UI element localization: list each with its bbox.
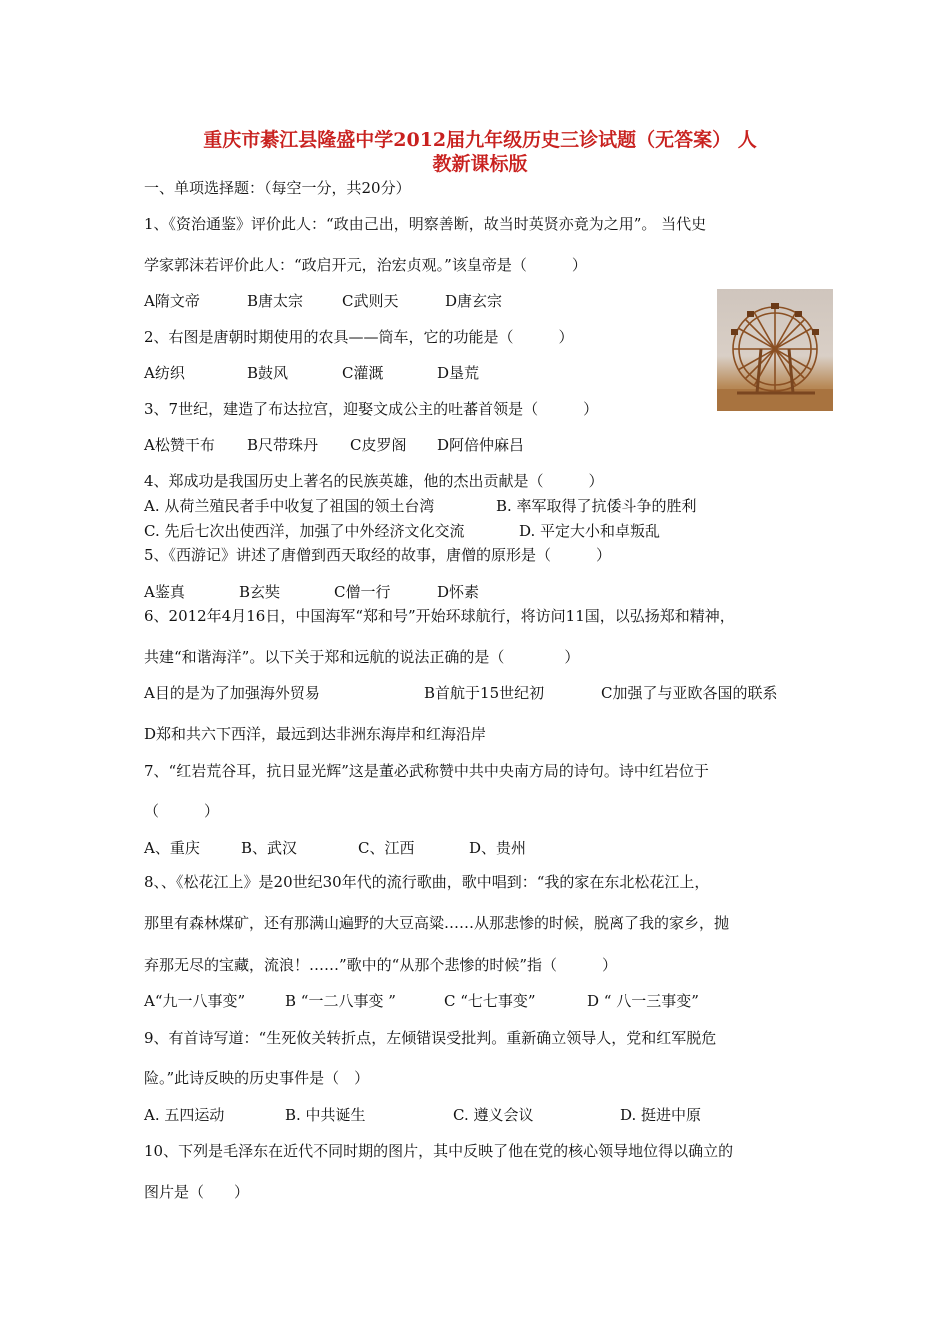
tongche-waterwheel-image: [717, 289, 833, 411]
q7-option-c: C、江西: [358, 839, 415, 857]
q5-option-c: C僧一行: [334, 583, 391, 601]
question-8-line2: 那里有森林煤矿，还有那满山遍野的大豆高粱……从那悲惨的时候，脱离了我的家乡，抛: [144, 914, 730, 932]
q5-option-a: A鉴真: [144, 583, 185, 601]
question-1-line2: 学家郭沫若评价此人：“政启开元，治宏贞观。”该皇帝是（ ）: [144, 256, 587, 274]
q1-option-c: C武则天: [342, 292, 399, 310]
q4-option-b: B. 率军取得了抗倭斗争的胜利: [496, 497, 697, 515]
question-7-line2: （ ）: [144, 802, 220, 820]
waterwheel-illustration: [717, 289, 833, 411]
q6-option-b: B首航于15世纪初: [424, 684, 545, 702]
question-10-line1: 10、下列是毛泽东在近代不同时期的图片，其中反映了他在党的核心领导地位得以确立的: [144, 1142, 734, 1160]
question-8-line3: 弃那无尽的宝藏，流浪！……”歌中的“从那个悲惨的时候”指（ ）: [144, 956, 618, 974]
q3-option-a: A松赞干布: [144, 436, 215, 454]
q6-option-d: D郑和共六下西洋，最远到达非洲东海岸和红海沿岸: [144, 725, 487, 743]
q1-option-d: D唐玄宗: [445, 292, 503, 310]
question-9-line2: 险。”此诗反映的历史事件是（ ）: [144, 1069, 370, 1087]
q9-option-a: A. 五四运动: [144, 1106, 225, 1124]
q8-option-c: C “七七事变”: [444, 992, 536, 1010]
q2-option-c: C灌溉: [342, 364, 384, 382]
q8-option-a: A“九一八事变”: [144, 992, 246, 1010]
q2-option-b: B鼓风: [247, 364, 289, 382]
q4-option-d: D. 平定大小和卓叛乱: [519, 522, 661, 540]
q6-option-a: A目的是为了加强海外贸易: [144, 684, 320, 702]
q6-option-c: C加强了与亚欧各国的联系: [601, 684, 778, 702]
q2-option-a: A纺织: [144, 364, 185, 382]
question-6-line2: 共建“和谐海洋”。以下关于郑和远航的说法正确的是（ ）: [144, 648, 580, 666]
question-8-line1: 8、、《松花江上》是20世纪30年代的流行歌曲，歌中唱到：“我的家在东北松花江上，: [144, 873, 710, 891]
question-7-line1: 7、“红岩荒谷耳，抗日显光辉”这是董必武称赞中共中央南方局的诗句。诗中红岩位于: [144, 762, 709, 780]
question-3-line1: 3、7世纪，建造了布达拉宫，迎娶文成公主的吐蕃首领是（ ）: [144, 400, 599, 418]
q9-option-b: B. 中共诞生: [285, 1106, 366, 1124]
q7-option-b: B、武汉: [241, 839, 298, 857]
q1-option-a: A隋文帝: [144, 292, 200, 310]
q5-option-d: D怀素: [437, 583, 480, 601]
q4-option-a: A. 从荷兰殖民者手中收复了祖国的领土台湾: [144, 497, 435, 515]
question-5-line1: 5、《西游记》讲述了唐僧到西天取经的故事，唐僧的原形是（ ）: [144, 546, 612, 564]
q5-option-b: B玄奘: [239, 583, 281, 601]
section-heading: 一、单项选择题：（每空一分，共20分）: [144, 179, 411, 197]
question-1-line1: 1、《资治通鉴》评价此人：“政由己出，明察善断，故当时英贤亦竟为之用”。 当代史: [144, 215, 707, 233]
q8-option-d: D “ 八一三事变”: [587, 992, 699, 1010]
document-title-line1: 重庆市綦江县隆盛中学2012届九年级历史三诊试题（无答案） 人: [203, 129, 757, 151]
question-10-line2: 图片是（ ）: [144, 1183, 250, 1201]
q3-option-b: B尺带珠丹: [247, 436, 319, 454]
question-9-line1: 9、有首诗写道：“生死攸关转折点，左倾错误受批判。重新确立领导人，党和红军脱危: [144, 1029, 717, 1047]
q4-option-c: C. 先后七次出使西洋，加强了中外经济文化交流: [144, 522, 465, 540]
q9-option-d: D. 挺进中原: [620, 1106, 702, 1124]
q8-option-b: B “一二八事变 ”: [285, 992, 396, 1010]
question-6-line1: 6、2012年4月16日，中国海军“郑和号”开始环球航行，将访问11国，以弘扬郑和精神，: [144, 607, 735, 625]
q7-option-d: D、贵州: [469, 839, 527, 857]
q2-option-d: D垦荒: [437, 364, 480, 382]
question-2-line1: 2、右图是唐朝时期使用的农具——筒车，它的功能是（ ）: [144, 328, 574, 346]
document-title-line2: 教新课标版: [432, 153, 528, 175]
q1-option-b: B唐太宗: [247, 292, 304, 310]
q7-option-a: A、重庆: [144, 839, 200, 857]
question-4-line1: 4、郑成功是我国历史上著名的民族英雄，他的杰出贡献是（ ）: [144, 472, 604, 490]
q9-option-c: C. 遵义会议: [453, 1106, 534, 1124]
q3-option-c: C皮罗阁: [350, 436, 407, 454]
q3-option-d: D阿倍仲麻吕: [437, 436, 525, 454]
